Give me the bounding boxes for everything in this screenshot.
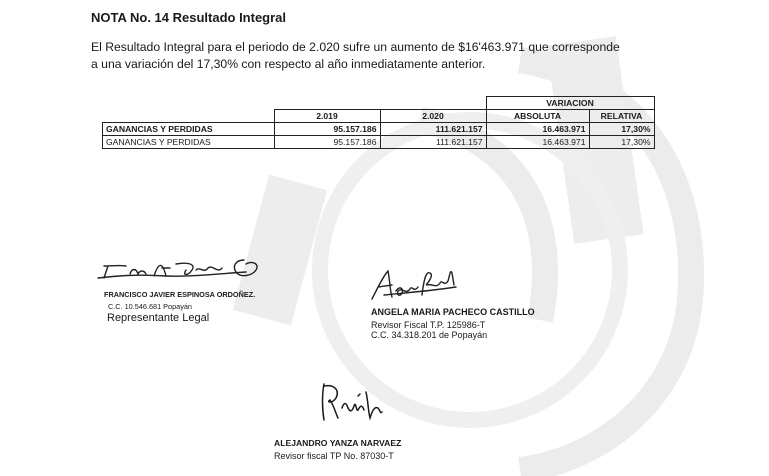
- fiscal2-name: ALEJANDRO YANZA NARVAEZ: [274, 438, 402, 448]
- header-2019: 2.019: [274, 110, 380, 123]
- fiscal2-signature-icon: [318, 378, 388, 424]
- header-relativa: RELATIVA: [589, 110, 654, 123]
- table-row: [103, 136, 655, 149]
- note-paragraph: [91, 39, 691, 73]
- table-header-row: [103, 110, 655, 123]
- row-label: GANANCIAS Y PERDIDAS: [103, 136, 275, 149]
- table-header-row-top: [103, 97, 655, 110]
- legal-signature: [96, 256, 276, 286]
- table-row: [103, 123, 655, 136]
- results-table: [102, 96, 655, 149]
- paragraph-line-2: a una variación del 17,30% con respecto al año inmediatamente anterior.: [91, 57, 486, 71]
- value-relativa: 17,30%: [589, 123, 654, 136]
- value-absoluta: 16.463.971: [486, 123, 589, 136]
- note-title: NOTA No. 14 Resultado Integral: [91, 10, 287, 25]
- value-absoluta: 16.463.971: [486, 136, 589, 149]
- value-2019: 95.157.186: [274, 123, 380, 136]
- fiscal2-signature: [318, 378, 388, 424]
- fiscal2-role: Revisor fiscal TP No. 87030-T: [274, 451, 394, 461]
- header-cell-empty: [103, 110, 275, 123]
- fiscal1-signature-icon: [370, 265, 460, 303]
- value-2019: 95.157.186: [274, 136, 380, 149]
- fiscal1-id: C.C. 34.318.201 de Popayán: [371, 330, 488, 340]
- paragraph-line-1: El Resultado Integral para el periodo de 2.020 sufre un aumento de $16'463.971 que corresponde: [91, 40, 620, 54]
- legal-role: Representante Legal: [107, 312, 210, 324]
- legal-signature-icon: [96, 256, 276, 286]
- legal-name: FRANCISCO JAVIER ESPINOSA ORDOÑEZ.: [104, 290, 256, 299]
- variacion-header: VARIACION: [486, 97, 654, 110]
- value-2020: 111.621.157: [380, 136, 486, 149]
- value-relativa: 17,30%: [589, 136, 654, 149]
- legal-id: C.C. 10.546.681 Popayán: [108, 302, 192, 311]
- fiscal1-role: Revisor Fiscal T.P. 125986-T: [371, 320, 486, 330]
- fiscal1-name: ANGELA MARIA PACHECO CASTILLO: [371, 307, 535, 317]
- row-label: GANANCIAS Y PERDIDAS: [103, 123, 275, 136]
- header-absoluta: ABSOLUTA: [486, 110, 589, 123]
- header-2020: 2.020: [380, 110, 486, 123]
- fiscal1-signature: [370, 265, 460, 303]
- value-2020: 111.621.157: [380, 123, 486, 136]
